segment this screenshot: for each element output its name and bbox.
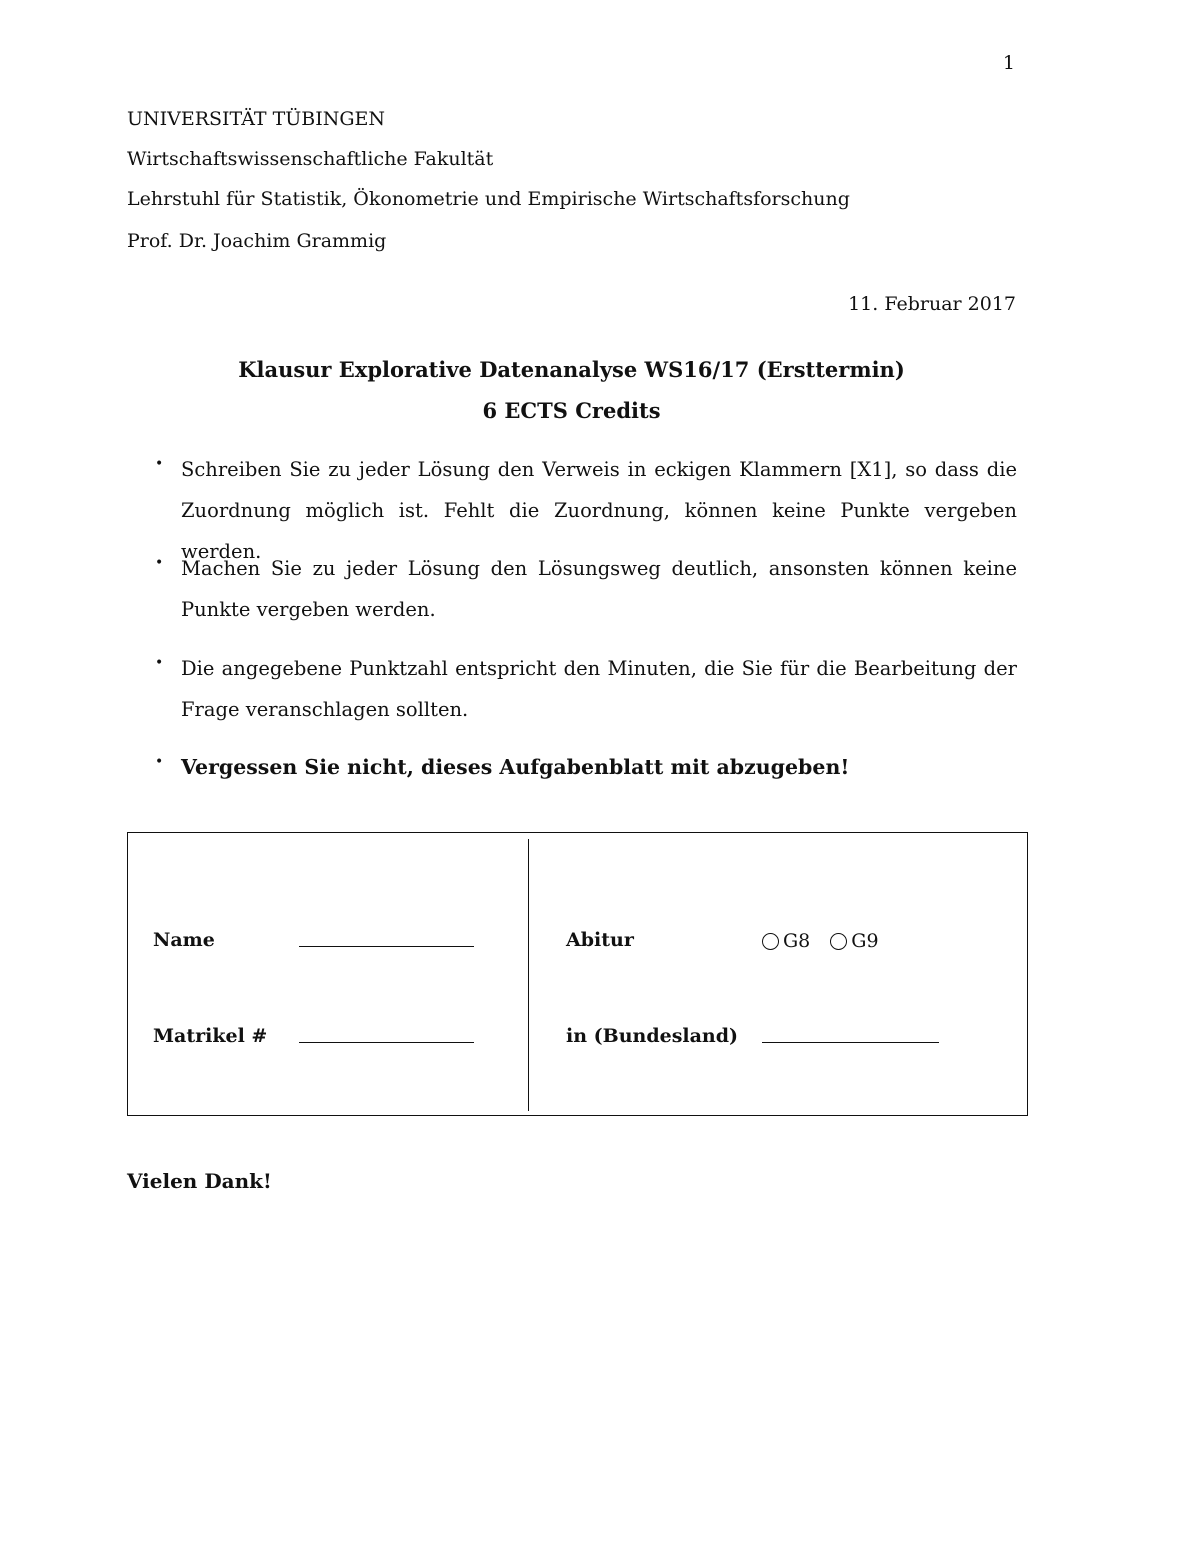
page-number: 1 <box>1002 52 1015 74</box>
faculty-name: Wirtschaftswissenschaftliche Fakultät <box>127 148 494 170</box>
closing-thanks: Vielen Dank! <box>127 1169 272 1193</box>
radio-g9-label: G9 <box>851 930 879 952</box>
student-info-form <box>127 832 1028 1116</box>
name-field[interactable] <box>299 946 474 947</box>
instruction-text: Machen Sie zu jeder Lösung den Lösungsweg deutlich, ansonsten können keine Punkte vergeben werden. <box>181 557 1017 621</box>
radio-g8-label: G8 <box>783 930 811 952</box>
chair-name: Lehrstuhl für Statistik, Ökonometrie und Empirische Wirtschaftsforschung <box>127 188 850 210</box>
bullet-icon: • <box>155 456 164 472</box>
bullet-icon: • <box>155 555 164 571</box>
instruction-item <box>155 648 1017 730</box>
matrikel-label: Matrikel # <box>153 1025 268 1047</box>
bundesland-field[interactable] <box>762 1042 939 1043</box>
abitur-label: Abitur <box>566 929 634 951</box>
name-label: Name <box>153 929 215 951</box>
instruction-text: Die angegebene Punktzahl entspricht den Minuten, die Sie für die Bearbeitung der Frage veranschlagen sollten. <box>181 657 1017 721</box>
instruction-item <box>155 548 1017 630</box>
exam-credits: 6 ECTS Credits <box>482 398 661 423</box>
form-divider <box>528 839 529 1111</box>
university-name: UNIVERSITÄT TÜBINGEN <box>127 108 386 130</box>
bullet-icon: • <box>155 754 164 770</box>
instruction-text: Schreiben Sie zu jeder Lösung den Verweis in eckigen Klammern [X1], so dass die Zuordnung möglich ist. Fehlt die Zuordnung, können keine Punkte vergeben werden. <box>181 458 1017 563</box>
bundesland-label: in (Bundesland) <box>566 1025 739 1047</box>
radio-g8[interactable] <box>762 933 779 950</box>
instruction-item-important <box>155 747 1017 788</box>
instruction-text: Vergessen Sie nicht, dieses Aufgabenblatt mit abzugeben! <box>181 755 850 779</box>
abitur-options <box>762 930 899 952</box>
exam-date: 11. Februar 2017 <box>848 293 1016 315</box>
radio-g9[interactable] <box>830 933 847 950</box>
exam-title: Klausur Explorative Datenanalyse WS16/17 (Ersttermin) <box>238 357 905 382</box>
professor-name: Prof. Dr. Joachim Grammig <box>127 230 387 252</box>
matrikel-field[interactable] <box>299 1042 474 1043</box>
bullet-icon: • <box>155 655 164 671</box>
